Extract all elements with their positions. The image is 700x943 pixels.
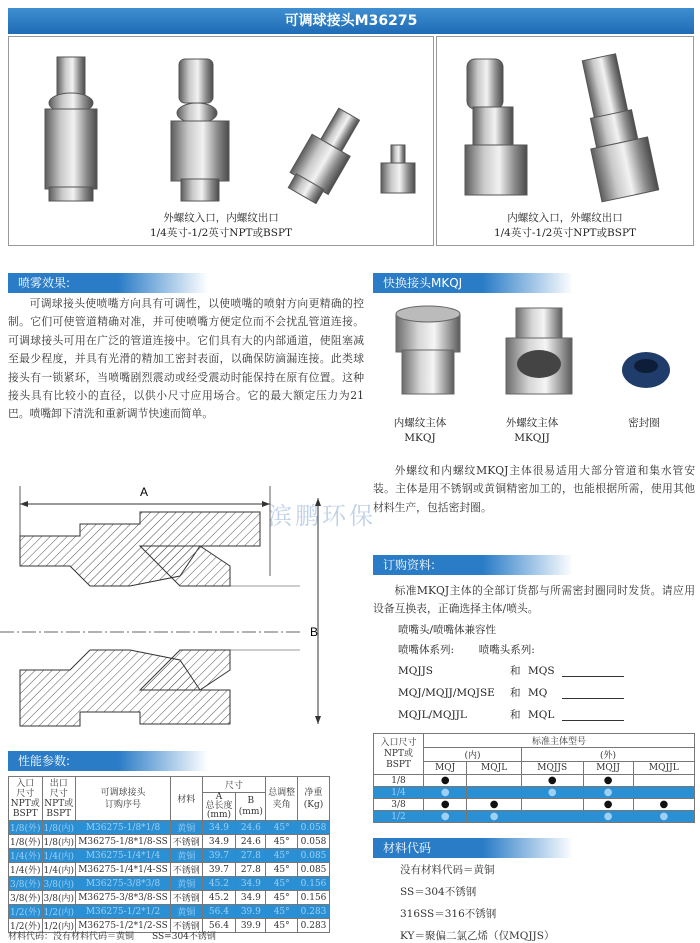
perf-cell-angle: 45°: [266, 849, 298, 863]
h-weight-2: (Kg): [303, 799, 324, 810]
perf-cell-a: 56.4: [202, 905, 236, 919]
quick-item-3-line1: 密封圈: [628, 417, 660, 429]
perf-cell-mat: 不锈钢: [170, 919, 202, 933]
perf-cell-a: 34.9: [202, 835, 236, 849]
perf-cell-outlet: 3/8(内): [42, 877, 76, 891]
perf-cell-w: 0.283: [298, 905, 330, 919]
left-caption-line2: 1/4英寸-1/2英寸NPT或BSPT: [149, 227, 293, 239]
perf-cell-inlet: 1/8(外): [9, 821, 43, 835]
performance-footnote: 材料代码：没有材料代码＝黄铜 SS=304不锈钢: [8, 932, 216, 942]
compat-body: MQJ/MQJJ/MQJSE: [398, 687, 495, 699]
compat-dot: ●: [583, 775, 633, 787]
compat-empty: [633, 775, 694, 787]
corner-line2: NPT或BSPT: [384, 748, 413, 770]
compat-empty: [467, 775, 522, 787]
write-line: [562, 709, 624, 721]
compat-size: 3/8: [374, 799, 424, 811]
compat-dot: ●: [424, 799, 467, 811]
perf-cell-inlet: 1/4(外): [9, 849, 43, 863]
compat-head: MQL: [528, 709, 555, 721]
perf-cell-b: 34.9: [236, 891, 266, 905]
compat-dot: ●: [424, 787, 467, 799]
col-order: [76, 777, 171, 821]
ball-joint-photos-right: [437, 37, 693, 205]
perf-cell-angle: 45°: [266, 863, 298, 877]
compat-table-row: [374, 787, 695, 799]
performance-row: [9, 835, 330, 849]
compat-dot: ●: [467, 811, 522, 823]
perf-cell-a: 56.4: [202, 919, 236, 933]
ordering-heading: 订购资料:: [373, 555, 573, 575]
compat-empty: [467, 787, 522, 799]
col-angle: [266, 777, 298, 821]
material-code-line: SS＝304不锈钢: [400, 886, 477, 898]
col-weight: [298, 777, 330, 821]
perf-cell-inlet: 1/8(外): [9, 835, 43, 849]
perf-cell-b: 39.9: [236, 919, 266, 933]
perf-cell-b: 24.6: [236, 835, 266, 849]
compat-heads: [398, 640, 688, 660]
model-head: MQJJL: [633, 762, 694, 775]
watermark: 滨鹏环保: [268, 502, 376, 530]
compat-row: [398, 660, 688, 682]
compat-size: 1/2: [374, 811, 424, 823]
perf-cell-outlet: 1/2(内): [42, 905, 76, 919]
perf-cell-mat: 不锈钢: [170, 891, 202, 905]
compat-empty: [521, 799, 583, 811]
perf-cell-a: 34.9: [202, 821, 236, 835]
quick-connect-photos: [376, 300, 696, 408]
perf-cell-b: 39.9: [236, 905, 266, 919]
outer-label: (外): [521, 748, 694, 762]
model-head: MQJJS: [521, 762, 583, 775]
performance-row: [9, 849, 330, 863]
perf-cell-inlet: 3/8(外): [9, 877, 43, 891]
h-b-1: B: [247, 795, 255, 806]
compat-row: [398, 682, 688, 704]
perf-cell-mat: 不锈钢: [170, 835, 202, 849]
perf-cell-w: 0.156: [298, 891, 330, 905]
perf-cell-angle: 45°: [266, 877, 298, 891]
compat-and: 和: [510, 709, 521, 721]
perf-cell-w: 0.283: [298, 919, 330, 933]
h-inlet-1: 入口: [16, 778, 35, 789]
perf-cell-inlet: 3/8(外): [9, 891, 43, 905]
ordering-text: 标准MKQJ主体的全部订货都与所需密封圈同时发货。请应用设备互换表，正确选择主体/喷头。: [373, 584, 695, 616]
perf-cell-angle: 45°: [266, 891, 298, 905]
compat-title: 喷嘴头/喷嘴体兼容性: [398, 624, 497, 636]
compat-head: MQ: [528, 687, 548, 699]
col-outlet: [42, 777, 76, 821]
product-photo-left: [8, 36, 434, 246]
material-codes-list: [400, 859, 690, 943]
perf-cell-a: 45.2: [202, 877, 236, 891]
quick-connect-text: 外螺纹和内螺纹MKQJ主体很易适用大部分管道和集水管安装。主体是用不锈钢或黄铜精密加工的，也能根据所需，使用其他材料生产，包括密封圈。: [373, 464, 695, 514]
perf-cell-outlet: 1/8(内): [42, 835, 76, 849]
perf-cell-a: 39.7: [202, 863, 236, 877]
perf-cell-angle: 45°: [266, 919, 298, 933]
right-caption-line2: 1/4英寸-1/2英寸NPT或BSPT: [493, 227, 637, 239]
compat-dot: ●: [521, 775, 583, 787]
quick-connect-heading: 快换接头MKQJ: [373, 273, 573, 293]
h-order-2: 订购序号: [104, 799, 141, 810]
h-inlet-3: NPT或: [10, 798, 40, 809]
material-code-line: KY＝聚偏二氯乙烯（仅MQJJS）: [400, 930, 555, 942]
h-angle-1: 总调整: [268, 787, 296, 798]
compat-rows: [398, 660, 688, 726]
h-b-2: (mm): [238, 806, 263, 817]
h-outlet-3: NPT或: [44, 798, 74, 809]
quick-item-seal: [614, 416, 674, 431]
write-line: [562, 687, 624, 699]
spray-effect-heading: 喷雾效果:: [8, 273, 208, 293]
perf-cell-outlet: 1/8(内): [42, 821, 76, 835]
write-line: [562, 665, 624, 677]
performance-row: [9, 821, 330, 835]
perf-cell-w: 0.085: [298, 849, 330, 863]
performance-row: [9, 863, 330, 877]
perf-cell-order: M36275-1/2*1/2: [76, 905, 171, 919]
col-inlet: [9, 777, 43, 821]
compat-dot: ●: [583, 811, 633, 823]
h-angle-2: 夹角: [272, 799, 291, 810]
compat-dot: ●: [467, 799, 522, 811]
col-dim: 尺寸: [202, 777, 266, 793]
compat-empty: [633, 787, 694, 799]
col-dim-b: [236, 793, 266, 821]
product-photo-right: [436, 36, 694, 246]
performance-row: [9, 877, 330, 891]
perf-cell-order: M36275-1/2*1/2-SS: [76, 919, 171, 933]
compat-corner: [374, 734, 424, 775]
quick-item-mkqjj: [492, 416, 572, 446]
performance-row: [9, 891, 330, 905]
perf-cell-w: 0.058: [298, 821, 330, 835]
h-a-2: 总长度: [205, 801, 233, 811]
body-series-head: 喷嘴体系列:: [398, 644, 455, 656]
material-code-line: 没有材料代码＝黄铜: [400, 864, 495, 876]
compat-and: 和: [510, 665, 521, 677]
dimension-a-label: A: [140, 485, 149, 499]
model-head: MQJL: [467, 762, 522, 775]
dimension-b-label: B: [310, 625, 319, 639]
right-caption-line1: 内螺纹入口，外螺纹出口: [507, 212, 623, 224]
model-head: MQJ: [424, 762, 467, 775]
compat-size: 1/8: [374, 775, 424, 787]
compat-body: MQJL/MQJJL: [398, 709, 467, 721]
perf-cell-order: M36275-1/8*1/8: [76, 821, 171, 835]
quick-item-2-line1: 外螺纹主体: [505, 417, 559, 429]
inner-label: (内): [424, 748, 522, 762]
perf-cell-a: 45.2: [202, 891, 236, 905]
left-caption-line1: 外螺纹入口，内螺纹出口: [163, 212, 279, 224]
perf-cell-angle: 45°: [266, 821, 298, 835]
material-codes-heading: 材料代码: [373, 838, 573, 858]
perf-cell-b: 34.9: [236, 877, 266, 891]
compat-dot: ●: [521, 787, 583, 799]
head-series-head: 喷嘴头系列:: [478, 644, 535, 656]
compat-dot: ●: [633, 811, 694, 823]
perf-cell-order: M36275-1/4*1/4: [76, 849, 171, 863]
h-outlet-1: 出口: [49, 778, 68, 789]
compat-dot: ●: [633, 799, 694, 811]
perf-cell-outlet: 3/8(内): [42, 891, 76, 905]
group-title: 标准主体型号: [424, 734, 695, 748]
quick-item-2-line2: MKQJJ: [514, 432, 550, 444]
compat-dot: ●: [583, 799, 633, 811]
quick-item-1-line2: MKQJ: [404, 432, 436, 444]
h-outlet-2: 尺寸: [49, 788, 68, 799]
perf-cell-inlet: 1/2(外): [9, 919, 43, 933]
h-weight-1: 净重: [304, 787, 323, 798]
spray-effect-text: 可调球接头使喷嘴方向具有可调性，以使喷嘴的喷射方向更精确的控制。它们可使管道精确对准，并可使喷嘴方便定位而不会扰乱管道连接。可调球接头可用在广泛的管道连接中。它们具有大的内部通道，使阻塞减至最少程度，并具有光滑的精加工密封表面，以确保防滴漏连接。此类球接头有一锁紧环，当喷嘴剧烈震动或经受震动时能保持在原有位置。这种接头具有比较小的直径，以供小尺寸应用场合。它的最大额定压力为21巴。喷嘴卸下清洗和重新调节快速而简单。: [8, 297, 364, 421]
compat-table-row: [374, 775, 695, 787]
perf-cell-outlet: 1/4(内): [42, 863, 76, 877]
compat-body: MQJJS: [398, 665, 433, 677]
perf-cell-mat: 黄铜: [170, 849, 202, 863]
perf-cell-order: M36275-1/4*1/4-SS: [76, 863, 171, 877]
perf-cell-b: 27.8: [236, 863, 266, 877]
compat-size: 1/4: [374, 787, 424, 799]
h-inlet-2: 尺寸: [16, 788, 35, 799]
performance-row: [9, 905, 330, 919]
page-title: 可调球接头M36275: [8, 8, 694, 34]
perf-cell-mat: 黄铜: [170, 877, 202, 891]
h-inlet-4: BSPT: [12, 808, 38, 819]
perf-cell-a: 39.7: [202, 849, 236, 863]
perf-cell-mat: 黄铜: [170, 821, 202, 835]
perf-cell-order: M36275-3/8*3/8: [76, 877, 171, 891]
ball-joint-photos-left: [9, 37, 433, 205]
col-dim-a: [202, 793, 236, 821]
compat-dot: ●: [424, 775, 467, 787]
perf-cell-order: M36275-3/8*3/8-SS: [76, 891, 171, 905]
quick-item-mkqj: [380, 416, 460, 446]
compat-empty: [521, 811, 583, 823]
perf-cell-angle: 45°: [266, 835, 298, 849]
perf-cell-inlet: 1/4(外): [9, 863, 43, 877]
perf-cell-inlet: 1/2(外): [9, 905, 43, 919]
perf-cell-outlet: 1/4(内): [42, 849, 76, 863]
corner-line1: 入口尺寸: [380, 737, 417, 748]
compat-table-row: [374, 799, 695, 811]
compat-and: 和: [510, 687, 521, 699]
perf-cell-w: 0.085: [298, 863, 330, 877]
perf-cell-order: M36275-1/8*1/8-SS: [76, 835, 171, 849]
performance-table: [8, 776, 330, 933]
compat-table: [373, 733, 695, 823]
perf-cell-b: 27.8: [236, 849, 266, 863]
h-a-3: (mm): [206, 810, 231, 820]
h-order-1: 可调球接头: [100, 787, 146, 798]
col-material: 材料: [170, 777, 202, 821]
perf-cell-outlet: 1/2(内): [42, 919, 76, 933]
compat-dot: ●: [424, 811, 467, 823]
model-head: MQJJ: [583, 762, 633, 775]
h-a-1: A: [215, 792, 223, 802]
h-outlet-4: BSPT: [46, 808, 72, 819]
perf-cell-w: 0.156: [298, 877, 330, 891]
perf-cell-angle: 45°: [266, 905, 298, 919]
perf-cell-mat: 不锈钢: [170, 863, 202, 877]
quick-item-1-line1: 内螺纹主体: [393, 417, 447, 429]
performance-heading: 性能参数:: [8, 751, 208, 771]
perf-cell-b: 24.6: [236, 821, 266, 835]
compat-row: [398, 704, 688, 726]
perf-cell-mat: 黄铜: [170, 905, 202, 919]
compat-dot: ●: [583, 787, 633, 799]
compat-table-row: [374, 811, 695, 823]
perf-cell-w: 0.058: [298, 835, 330, 849]
material-code-line: 316SS＝316不锈钢: [400, 908, 497, 920]
compat-head: MQS: [528, 665, 555, 677]
